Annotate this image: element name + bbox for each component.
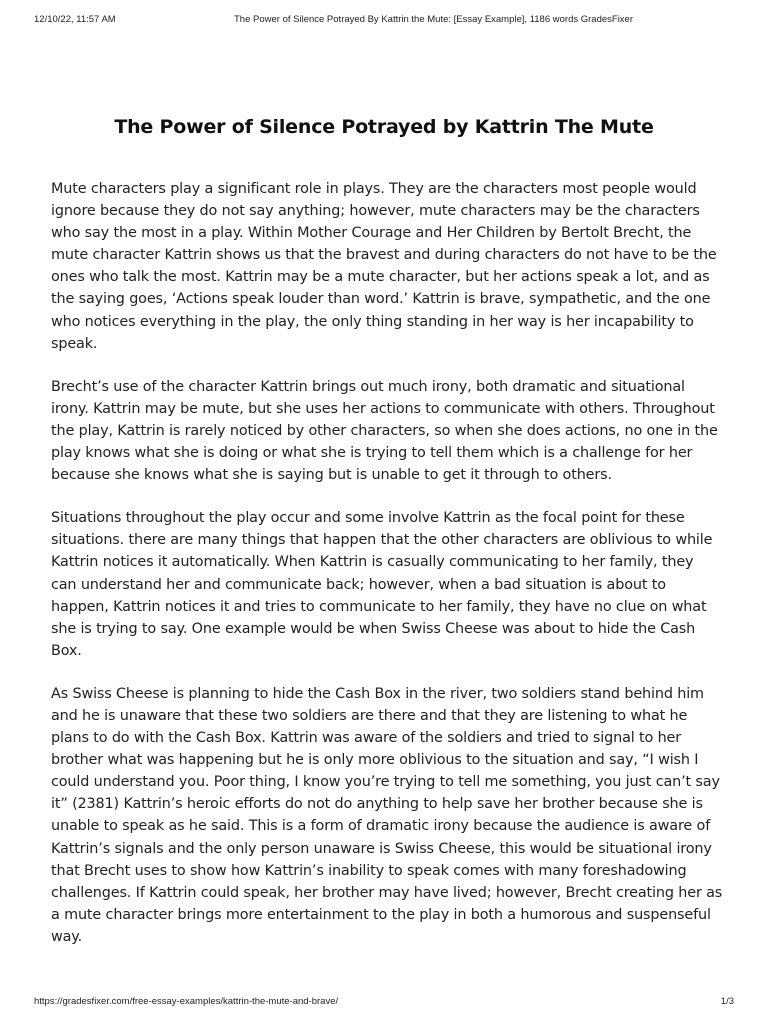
print-footer: [34, 996, 734, 1010]
print-header: [34, 14, 734, 28]
essay-paragraph: As Swiss Cheese is planning to hide the Cash Box in the river, two soldiers stand behind him and he is unaware that these two soldiers are there and that they are listening to what he plans to do with the Cash Box. Kattrin was aware of the soldiers and tried to signal to her brother what was happening but he is only more oblivious to the situation and say, “I wish I could understand you. Poor thing, I know you’re trying to tell me something, you just can’t say it” (2381) Kattrin’s heroic efforts do not do anything to help save her brother because she is unable to speak as he said. This is a form of dramatic irony because the audience is aware of Kattrin’s signals and the only person unaware is Swiss Cheese, this would be situational irony that Brecht uses to show how Kattrin’s inability to speak comes with many foreshadowing challenges. If Kattrin could speak, her brother may have lived; however, Brecht creating her as a mute character brings more entertainment to the play in both a humorous and suspenseful way.: [51, 685, 723, 945]
print-page-title: The Power of Silence Potrayed By Kattrin the Mute: [Essay Example], 1186 words GradesFixer: [234, 14, 634, 25]
essay-paragraph: Brecht’s use of the character Kattrin brings out much irony, both dramatic and situational irony. Kattrin may be mute, but she uses her actions to communicate with others. Throughout the play, Kattrin is rarely noticed by other characters, so when she does actions, no one in the play knows what she is doing or what she is trying to tell them which is a challenge for her because she knows what she is saying but is unable to get it through to others.: [51, 378, 718, 484]
print-date: 12/10/22, 11:57 AM: [34, 14, 116, 25]
page-url: https://gradesfixer.com/free-essay-examples/kattrin-the-mute-and-brave/: [34, 996, 339, 1007]
essay-body: [51, 178, 723, 969]
essay-paragraph: Situations throughout the play occur and some involve Kattrin as the focal point for these situations. there are many things that happen that the other characters are oblivious to while Kattrin notices it automatically. When Kattrin is casually communicating to her family, they can understand her and communicate back; however, when a bad situation is about to happen, Kattrin notices it and tries to communicate to her family, they have no clue on what she is trying to say. One example would be when Swiss Cheese was about to hide the Cash Box.: [51, 510, 713, 659]
essay-title: The Power of Silence Potrayed by Kattrin The Mute: [114, 116, 654, 138]
essay-paragraph: Mute characters play a significant role in plays. They are the characters most people would ignore because they do not say anything; however, mute characters may be the characters who say the most in a play. Within Mother Courage and Her Children by Bertolt Brecht, the mute character Kattrin shows us that the bravest and during characters do not have to be the ones who talk the most. Kattrin may be a mute character, but her actions speak a lot, and as the saying goes, ‘Actions speak louder than word.’ Kattrin is brave, sympathetic, and the one who notices everything in the play, the only thing standing in her way is her incapability to speak.: [51, 181, 717, 352]
page-number: 1/3: [720, 996, 734, 1007]
